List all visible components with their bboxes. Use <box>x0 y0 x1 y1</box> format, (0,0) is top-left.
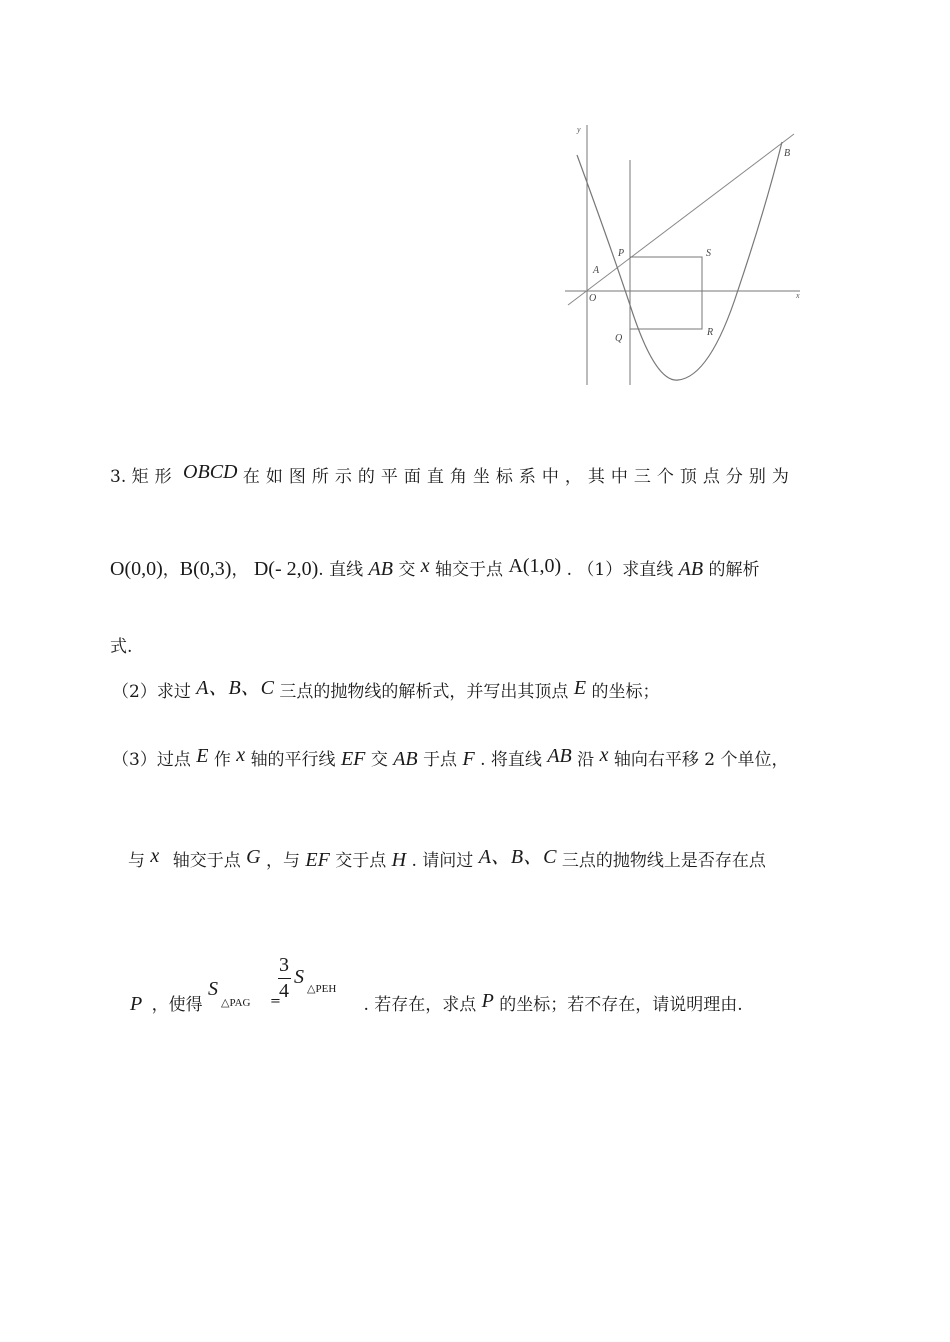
text-l2-2: 交 <box>398 560 416 580</box>
math-x-2: x <box>236 744 246 766</box>
text-p4-2: 轴交于点 <box>172 851 241 871</box>
text-l2-4: . （1）求直线 <box>566 560 674 580</box>
text-line1-rest: 在如图所示的平面直角坐标系中，其中三个顶点分别为 <box>242 467 795 487</box>
math-eq: = <box>270 994 281 1009</box>
math-g: G <box>246 846 261 868</box>
sep-1: ， <box>162 560 180 580</box>
text-p4-4: 交于点 <box>335 851 387 871</box>
math-e-2: E <box>196 745 209 767</box>
problem-part-3 <box>112 745 950 771</box>
text-p3-5: 于点 <box>423 750 458 770</box>
math-s2: S <box>294 966 305 988</box>
text-p2-2: 三点的抛物线的解析式，并写出其顶点 <box>279 682 569 702</box>
math-s1: S <box>208 978 219 1000</box>
parabola-diagram <box>560 115 810 395</box>
label-p: P <box>618 248 625 259</box>
text-l2-3: 轴交于点 <box>435 560 504 580</box>
math-a: A(1,0) <box>508 555 562 577</box>
label-x: x <box>796 291 800 300</box>
math-abc-2: A、B、C <box>478 846 557 868</box>
text-p5-1: ，使得 <box>151 995 203 1015</box>
problem-line-3 <box>110 632 950 657</box>
label-y: y <box>577 125 581 134</box>
fraction-numerator: 3 <box>279 954 290 976</box>
coordinate-figure <box>560 115 810 395</box>
parabola-curve <box>577 142 782 380</box>
text-p5-3: 的坐标；若不存在，请说明理由. <box>499 995 743 1015</box>
math-obcd: OBCD <box>183 461 238 483</box>
math-b: B(0,3) <box>179 558 232 580</box>
math-p-2: P <box>481 990 494 1012</box>
math-p: P <box>130 993 143 1015</box>
text-p4-1: 与 <box>128 851 145 871</box>
math-ab-3: AB <box>393 748 418 770</box>
math-ef: EF <box>340 748 366 770</box>
problem-part-3-cont <box>128 843 950 872</box>
math-e: E <box>573 677 587 699</box>
rectangle-psrq <box>630 257 702 329</box>
math-d: D(- 2,0) <box>253 558 319 580</box>
math-abc: A、B、C <box>196 677 275 699</box>
problem-part-2 <box>112 674 950 703</box>
text-p4-6: 三点的抛物线上是否存在点 <box>561 851 766 871</box>
sep-2: ， <box>231 560 249 580</box>
label-q: Q <box>615 333 623 344</box>
text-p3-6: . 将直线 <box>480 750 542 770</box>
text-p3-1: （3）过点 <box>112 750 191 770</box>
math-sub-pag: △PAG <box>221 997 251 1009</box>
label-s: S <box>706 248 711 259</box>
text-p3-2: 作 <box>213 750 231 770</box>
text-p5-2: . 若存在，求点 <box>363 995 477 1015</box>
math-sub-peh: △PEH <box>307 983 337 995</box>
text-p2-1: （2）求过 <box>112 682 191 702</box>
text-p3-4: 交 <box>370 750 388 770</box>
math-o: O(0,0) <box>110 558 163 580</box>
text-p4-3: ，与 <box>265 851 300 871</box>
math-x-3: x <box>599 744 609 766</box>
problem-line-1 <box>110 462 950 488</box>
label-b: B <box>784 148 791 159</box>
math-ab-2: AB <box>678 558 704 580</box>
math-ef-2: EF <box>305 849 330 871</box>
text-l3: 式. <box>110 637 133 657</box>
text-l2-5: 的解析 <box>708 560 760 580</box>
math-h: H <box>391 849 407 871</box>
fraction-denominator: 4 <box>279 980 290 1002</box>
label-r: R <box>707 327 714 338</box>
math-ab: AB <box>368 558 393 580</box>
label-a: A <box>593 265 600 276</box>
area-formula <box>208 954 358 1010</box>
text-rect: 矩形 <box>131 467 178 487</box>
text-p3-8: 轴向右平移 2 个单位， <box>613 750 789 770</box>
math-x: x <box>420 555 430 577</box>
text-l2-1: . 直线 <box>318 560 364 580</box>
text-p3-7: 沿 <box>577 750 595 770</box>
problem-number: 3. <box>110 467 127 487</box>
math-x-4: x <box>150 845 160 867</box>
fraction-bar <box>278 978 291 979</box>
math-f: F <box>462 748 475 770</box>
problem-line-2 <box>110 555 950 581</box>
label-o: O <box>589 293 597 304</box>
text-p3-3: 轴的平行线 <box>250 750 336 770</box>
problem-part-3-final <box>130 954 950 1016</box>
text-p4-5: . 请问过 <box>411 851 474 871</box>
text-p2-3: 的坐标； <box>591 682 660 702</box>
math-ab-4: AB <box>547 745 572 767</box>
